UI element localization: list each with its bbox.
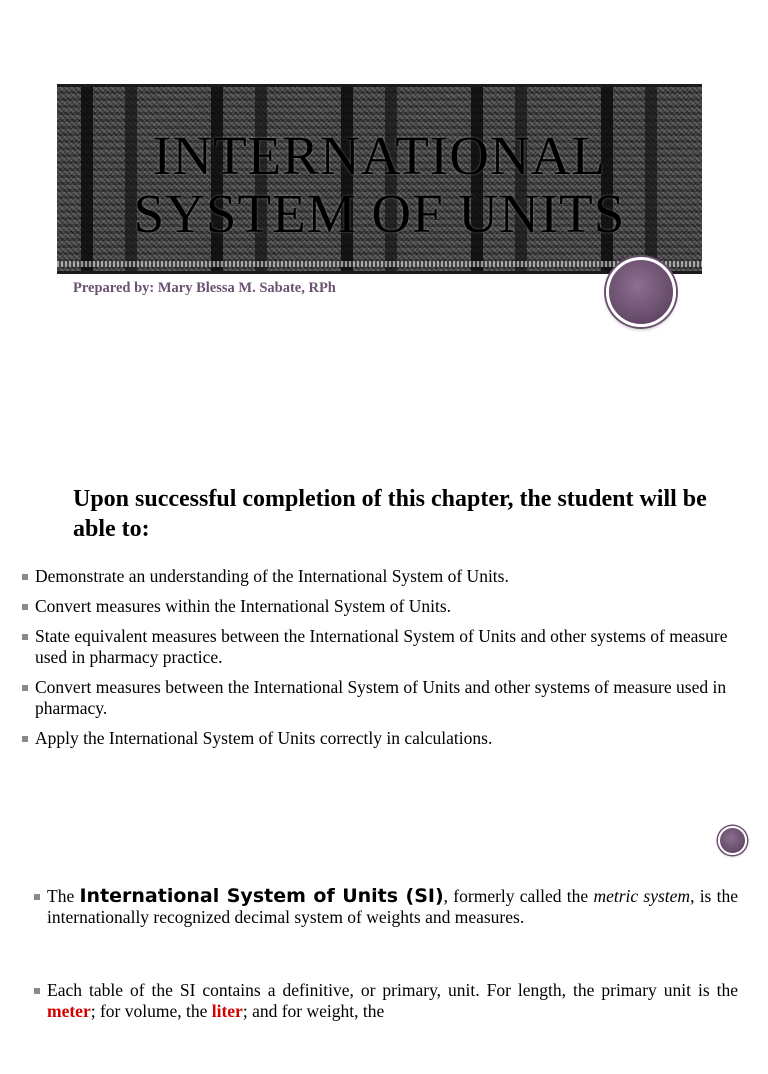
square-bullet-icon: [22, 574, 28, 580]
objective-text: Convert measures between the International System of Units and other systems of measure used in pharmacy.: [35, 677, 727, 718]
si-term: International System of Units (SI): [79, 885, 444, 907]
square-bullet-icon: [22, 685, 28, 691]
primary-unit-text-b: ; for volume, the: [90, 1001, 212, 1021]
primary-unit-text-c: ; and for weight, the: [242, 1001, 385, 1021]
meter-term: meter: [47, 1001, 91, 1021]
square-bullet-icon: [22, 634, 28, 640]
list-item: [22, 677, 742, 719]
decorative-orb-icon: [718, 826, 747, 855]
list-item: [22, 626, 742, 668]
objective-text: Demonstrate an understanding of the International System of Units.: [35, 566, 509, 586]
objectives-heading: Upon successful completion of this chapter, the student will be able to:: [73, 486, 707, 542]
square-bullet-icon: [34, 894, 40, 900]
title-banner: [57, 84, 702, 274]
si-description-list: [34, 886, 738, 1074]
objectives-list: [22, 566, 742, 758]
title-line-1: INTERNATIONAL: [153, 125, 606, 186]
list-item: [22, 728, 742, 749]
list-item: [22, 566, 742, 587]
list-item: [22, 596, 742, 617]
primary-unit-text-a: Each table of the SI contains a definitive, or primary, unit. For length, the primary unit is the: [47, 980, 738, 1000]
title-line-2: SYSTEM OF UNITS: [133, 183, 626, 244]
metric-system-term: metric system: [593, 886, 691, 906]
si-text-prefix: The: [47, 886, 80, 906]
liter-term: liter: [211, 1001, 243, 1021]
list-item: [34, 886, 738, 928]
square-bullet-icon: [22, 736, 28, 742]
si-text-suffix: , is the internationally recognized decimal system of weights and measures.: [47, 886, 738, 927]
square-bullet-icon: [34, 988, 40, 994]
si-text-mid: , formerly called the: [443, 886, 594, 906]
decorative-orb-icon: [606, 257, 676, 327]
list-item: [34, 980, 738, 1022]
objective-text: State equivalent measures between the International System of Units and other systems of measure used in pharmacy practice.: [35, 626, 728, 667]
slide-title: [57, 127, 702, 243]
objective-text: Apply the International System of Units correctly in calculations.: [35, 728, 493, 748]
author-credit: Prepared by: Mary Blessa M. Sabate, RPh: [73, 280, 336, 296]
square-bullet-icon: [22, 604, 28, 610]
objective-text: Convert measures within the International System of Units.: [35, 596, 452, 616]
